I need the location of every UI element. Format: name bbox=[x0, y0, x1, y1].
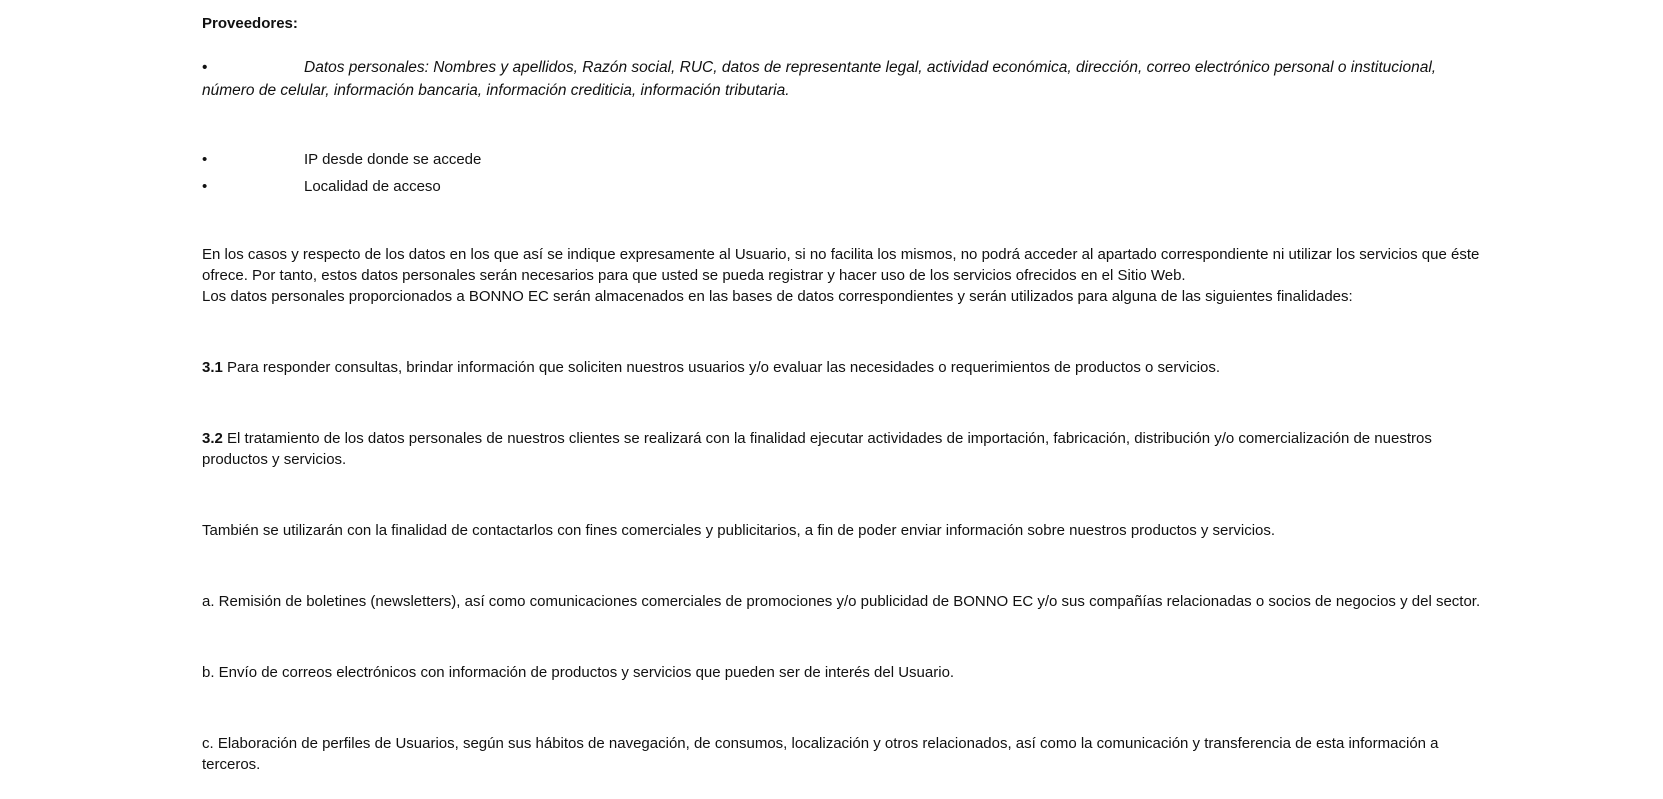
item-text: El tratamiento de los datos personales de nuestros clientes se realizará con la finalidad ejecutar actividades de importación, fabricación, distribución y/o comercialización de nuestros productos y servicios. bbox=[202, 430, 1432, 468]
purpose-item-c: c. Elaboración de perfiles de Usuarios, según sus hábitos de navegación, de consumos, localización y otros relacionados, así como la comunicación y transferencia de esta información a terceros. bbox=[202, 735, 1439, 773]
bullet-item bbox=[202, 173, 1482, 200]
bullet-text: Localidad de acceso bbox=[304, 178, 441, 195]
bullet-text: IP desde donde se accede bbox=[304, 151, 482, 168]
bullet-text: Datos personales: Nombres y apellidos, Razón social, RUC, datos de representante legal, actividad económica, dirección, correo electrónico personal o institucional, número de celular, información bancaria, información crediticia, información tributaria. bbox=[202, 59, 1437, 99]
item-number: 3.2 bbox=[202, 430, 223, 447]
purpose-3-2 bbox=[202, 428, 1482, 470]
intro-paragraph-2: Los datos personales proporcionados a BONNO EC serán almacenados en las bases de datos correspondientes y serán utilizados para alguna de las siguientes finalidades: bbox=[202, 288, 1353, 305]
also-paragraph: También se utilizarán con la finalidad de contactarlos con fines comerciales y publicitarios, a fin de poder enviar información sobre nuestros productos y servicios. bbox=[202, 522, 1276, 539]
bullet-marker: • bbox=[202, 59, 208, 76]
item-number: 3.1 bbox=[202, 359, 223, 376]
purpose-3-1 bbox=[202, 357, 1482, 378]
bullet-item bbox=[202, 146, 1482, 173]
bullet-marker: • bbox=[202, 178, 208, 195]
document-content bbox=[202, 13, 1482, 775]
bullet-item bbox=[202, 56, 1482, 102]
item-text: Para responder consultas, brindar información que soliciten nuestros usuarios y/o evaluar las necesidades o requerimientos de productos o servicios. bbox=[222, 359, 1221, 376]
purpose-item-a: a. Remisión de boletines (newsletters), así como comunicaciones comerciales de promociones y/o publicidad de BONNO EC y/o sus compañías relacionadas o socios de negocios y del sector. bbox=[202, 593, 1481, 610]
purpose-item-b: b. Envío de correos electrónicos con información de productos y servicios que pueden ser de interés del Usuario. bbox=[202, 664, 955, 681]
intro-paragraph: En los casos y respecto de los datos en los que así se indique expresamente al Usuario, si no facilita los mismos, no podrá acceder al apartado correspondiente ni utilizar los servicios que éste ofrece. Por tanto, estos datos personales serán necesarios para que usted se pueda registrar y hacer uso de los servicios ofrecidos en el Sitio Web. bbox=[202, 246, 1480, 284]
bullet-marker: • bbox=[202, 151, 208, 168]
section-heading: Proveedores: bbox=[202, 15, 298, 32]
